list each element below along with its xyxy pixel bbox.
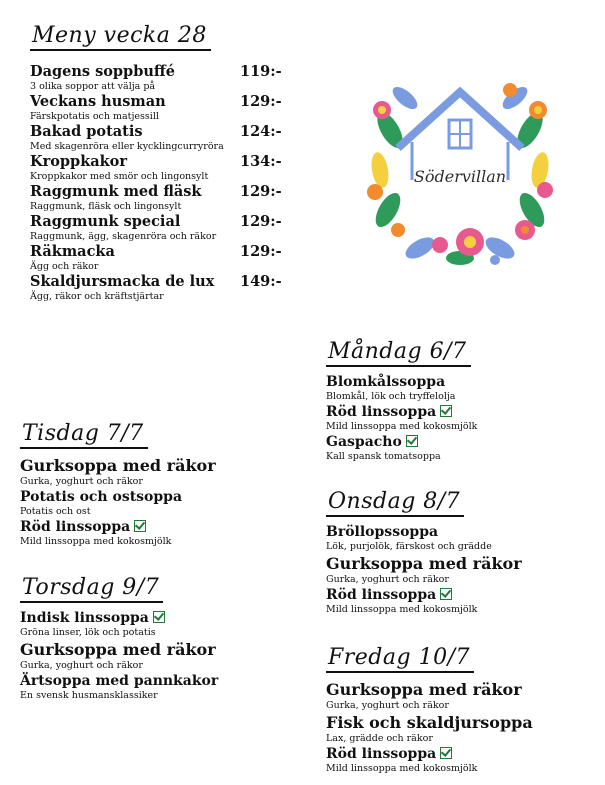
soup-name: Blomkålssoppa	[326, 374, 446, 390]
vegan-check-icon	[440, 747, 452, 759]
day-friday	[326, 646, 586, 775]
vegan-check-icon	[406, 435, 418, 447]
day-tuesday	[20, 422, 300, 548]
soup-desc: Mild linssoppa med kokosmjölk	[326, 604, 478, 615]
menu-item-name: Raggmunk med fläsk	[30, 183, 202, 200]
soup-desc: Mild linssoppa med kokosmjölk	[326, 763, 478, 774]
menu-item	[30, 243, 282, 273]
menu-item	[30, 63, 282, 93]
soup-desc: Potatis och ost	[20, 506, 91, 517]
soup-desc: Mild linssoppa med kokosmjölk	[20, 536, 172, 547]
soup-name: Indisk linssoppa	[20, 609, 300, 627]
soup-desc: Gurka, yoghurt och räkor	[326, 574, 449, 585]
menu-item	[30, 183, 282, 213]
menu-item-price: 149:-	[240, 273, 282, 290]
day-thursday	[20, 576, 300, 702]
menu-item-desc: Ägg och räkor	[30, 261, 99, 272]
soup-name: Röd linssoppa	[326, 403, 586, 421]
soup-name: Gaspacho	[326, 433, 586, 451]
menu-item	[30, 213, 282, 243]
soup-name: Bröllopssoppa	[326, 524, 439, 540]
day-heading: Onsdag 8/7	[326, 490, 464, 517]
soup-desc: En svensk husmansklassiker	[20, 690, 158, 701]
day-monday	[326, 340, 586, 463]
soup-name: Gurksoppa med räkor	[20, 456, 216, 475]
soup-name: Gurksoppa med räkor	[20, 640, 216, 659]
logo-name: Södervillan	[413, 167, 507, 186]
vegan-check-icon	[440, 588, 452, 600]
menu-item-name: Räkmacka	[30, 243, 115, 260]
day-wednesday	[326, 490, 586, 616]
menu-item-desc: Kroppkakor med smör och lingonsylt	[30, 171, 209, 182]
menu-item-name: Bakad potatis	[30, 123, 143, 140]
menu-item-desc: Med skagenröra eller kycklingcurryröra	[30, 141, 224, 152]
menu-item-desc: 3 olika soppor att välja på	[30, 81, 156, 92]
soup-name: Potatis och ostsoppa	[20, 489, 183, 505]
menu-item-name: Kroppkakor	[30, 153, 127, 170]
soup-desc: Lax, grädde och räkor	[326, 733, 433, 744]
sodervillan-logo	[360, 70, 560, 270]
day-heading: Torsdag 9/7	[20, 576, 163, 603]
day-heading: Fredag 10/7	[326, 646, 474, 673]
day-heading: Tisdag 7/7	[20, 422, 148, 449]
vegan-check-icon	[440, 405, 452, 417]
menu-item-name: Dagens soppbuffé	[30, 63, 176, 80]
vegan-check-icon	[153, 611, 165, 623]
menu-item-price: 129:-	[240, 243, 282, 260]
soup-name: Fisk och skaldjursoppa	[326, 713, 533, 732]
menu-item-desc: Färskpotatis och matjessill	[30, 111, 159, 122]
soup-name: Ärtsoppa med pannkakor	[20, 673, 219, 689]
soup-desc: Blomkål, lök och tryffelolja	[326, 391, 456, 402]
menu-item-desc: Raggmunk, fläsk och lingonsylt	[30, 201, 182, 212]
menu-heading: Meny vecka 28	[30, 24, 211, 51]
menu-item-desc: Ägg, räkor och kräftstjärtar	[30, 291, 164, 302]
soup-name: Röd linssoppa	[20, 518, 300, 536]
soup-desc: Gurka, yoghurt och räkor	[326, 700, 449, 711]
menu-item	[30, 123, 282, 153]
soup-desc: Gröna linser, lök och potatis	[20, 627, 156, 638]
menu-item	[30, 273, 282, 303]
menu-item-name: Skaldjursmacka de lux	[30, 273, 215, 290]
menu-item-name: Raggmunk special	[30, 213, 181, 230]
menu-item-price: 129:-	[240, 93, 282, 110]
day-heading: Måndag 6/7	[326, 340, 471, 367]
menu-item	[30, 153, 282, 183]
menu-item-price: 119:-	[240, 63, 282, 80]
menu-item-price: 124:-	[240, 123, 282, 140]
menu-item-desc: Raggmunk, ägg, skagenröra och räkor	[30, 231, 217, 242]
weekly-menu	[30, 23, 282, 303]
soup-desc: Gurka, yoghurt och räkor	[20, 476, 143, 487]
soup-name: Röd linssoppa	[326, 586, 586, 604]
soup-desc: Gurka, yoghurt och räkor	[20, 660, 143, 671]
menu-item	[30, 93, 282, 123]
menu-item-price: 134:-	[240, 153, 282, 170]
menu-item-price: 129:-	[240, 213, 282, 230]
menu-item-price: 129:-	[240, 183, 282, 200]
soup-name: Röd linssoppa	[326, 745, 586, 763]
soup-desc: Lök, purjolök, färskost och grädde	[326, 541, 492, 552]
soup-name: Gurksoppa med räkor	[326, 554, 522, 573]
vegan-check-icon	[134, 520, 146, 532]
soup-desc: Kall spansk tomatsoppa	[326, 451, 441, 462]
soup-desc: Mild linssoppa med kokosmjölk	[326, 421, 478, 432]
menu-item-name: Veckans husman	[30, 93, 166, 110]
soup-name: Gurksoppa med räkor	[326, 680, 522, 699]
